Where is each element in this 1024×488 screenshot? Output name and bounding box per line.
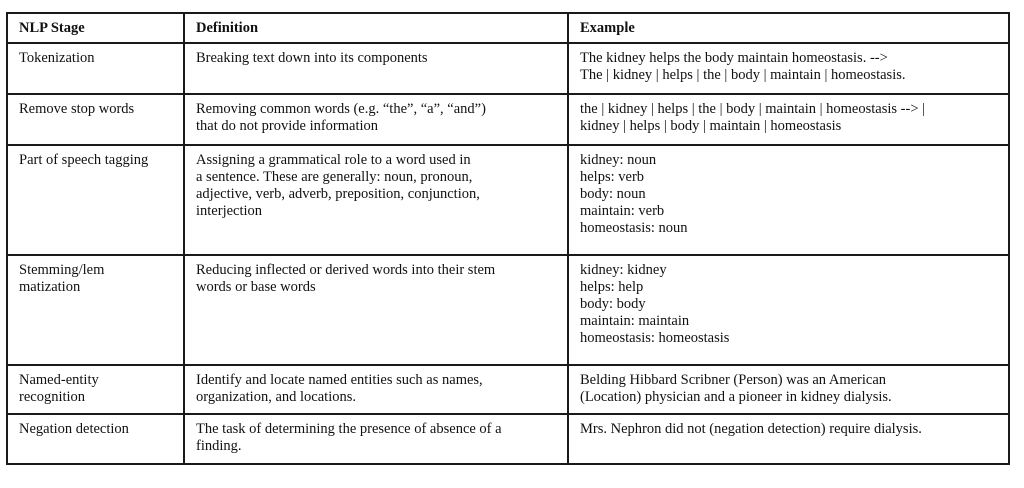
stage-cell xyxy=(7,145,184,255)
definition-text: words or base words xyxy=(196,278,316,295)
example-text: (Location) physician and a pioneer in kidney dialysis. xyxy=(580,388,892,405)
stage-text: Remove stop words xyxy=(19,100,135,117)
stage-cell xyxy=(7,255,184,365)
table-row xyxy=(7,365,1009,415)
table-header-row xyxy=(7,13,1009,43)
example-text: body: body xyxy=(580,295,646,312)
nlp-stages-table xyxy=(6,12,1010,465)
example-text: The kidney helps the body maintain homeostasis. --> xyxy=(580,50,888,66)
definition-text: Identify and locate named entities such as names, xyxy=(196,371,483,388)
table-row xyxy=(7,94,1009,145)
example-cell xyxy=(568,414,1009,464)
table-row xyxy=(7,145,1009,255)
stage-cell xyxy=(7,365,184,415)
stage-cell xyxy=(7,94,184,145)
definition-text: adjective, verb, adverb, preposition, conjunction, xyxy=(196,185,480,202)
example-text: helps: help xyxy=(580,278,644,295)
example-text: kidney | helps | body | maintain | homeostasis xyxy=(580,117,842,134)
header-nlp-stage: NLP Stage xyxy=(7,13,184,43)
example-cell xyxy=(568,145,1009,255)
stage-text: matization xyxy=(19,278,81,295)
example-cell xyxy=(568,255,1009,365)
example-text: maintain: verb xyxy=(580,202,665,219)
definition-cell xyxy=(184,365,568,415)
table-row xyxy=(7,255,1009,365)
stage-cell xyxy=(7,414,184,464)
example-text: the | kidney | helps | the | body | maintain | homeostasis --> | xyxy=(580,100,926,117)
definition-text: interjection xyxy=(196,202,263,219)
stage-cell xyxy=(7,43,184,94)
example-cell xyxy=(568,365,1009,415)
definition-cell xyxy=(184,414,568,464)
example-text: The | kidney | helps | the | body | maintain | homeostasis. xyxy=(580,67,906,83)
definition-text: that do not provide information xyxy=(196,117,379,134)
definition-cell xyxy=(184,94,568,145)
stage-text: Negation detection xyxy=(19,421,129,438)
definition-text: finding. xyxy=(196,438,242,455)
example-text: Mrs. Nephron did not (negation detection) require dialysis. xyxy=(580,421,922,438)
example-text: body: noun xyxy=(580,185,646,202)
stage-text: Tokenization xyxy=(19,50,95,66)
definition-text: Removing common words (e.g. “the”, “a”, “and”) xyxy=(196,100,486,117)
example-cell xyxy=(568,94,1009,145)
header-example: Example xyxy=(568,13,1009,43)
example-text: Belding Hibbard Scribner (Person) was an American xyxy=(580,371,887,388)
stage-text: Named-entity xyxy=(19,371,99,388)
definition-cell xyxy=(184,145,568,255)
definition-text: Reducing inflected or derived words into their stem xyxy=(196,261,496,278)
example-text: kidney: noun xyxy=(580,151,657,168)
example-text: kidney: kidney xyxy=(580,261,667,278)
stage-text: Stemming/lem xyxy=(19,261,105,278)
definition-text: The task of determining the presence of absence of a xyxy=(196,421,502,438)
example-text: maintain: maintain xyxy=(580,312,690,329)
table-row xyxy=(7,43,1009,94)
definition-text: Assigning a grammatical role to a word used in xyxy=(196,151,471,168)
table-row xyxy=(7,414,1009,464)
example-text: homeostasis: noun xyxy=(580,219,688,236)
definition-cell xyxy=(184,43,568,94)
definition-text: Breaking text down into its components xyxy=(196,50,428,66)
header-definition: Definition xyxy=(184,13,568,43)
example-text: helps: verb xyxy=(580,168,645,185)
example-cell xyxy=(568,43,1009,94)
definition-text: organization, and locations. xyxy=(196,388,356,405)
example-text: homeostasis: homeostasis xyxy=(580,329,730,346)
definition-text: a sentence. These are generally: noun, pronoun, xyxy=(196,168,473,185)
definition-cell xyxy=(184,255,568,365)
stage-text: Part of speech tagging xyxy=(19,151,149,168)
stage-text: recognition xyxy=(19,388,86,405)
